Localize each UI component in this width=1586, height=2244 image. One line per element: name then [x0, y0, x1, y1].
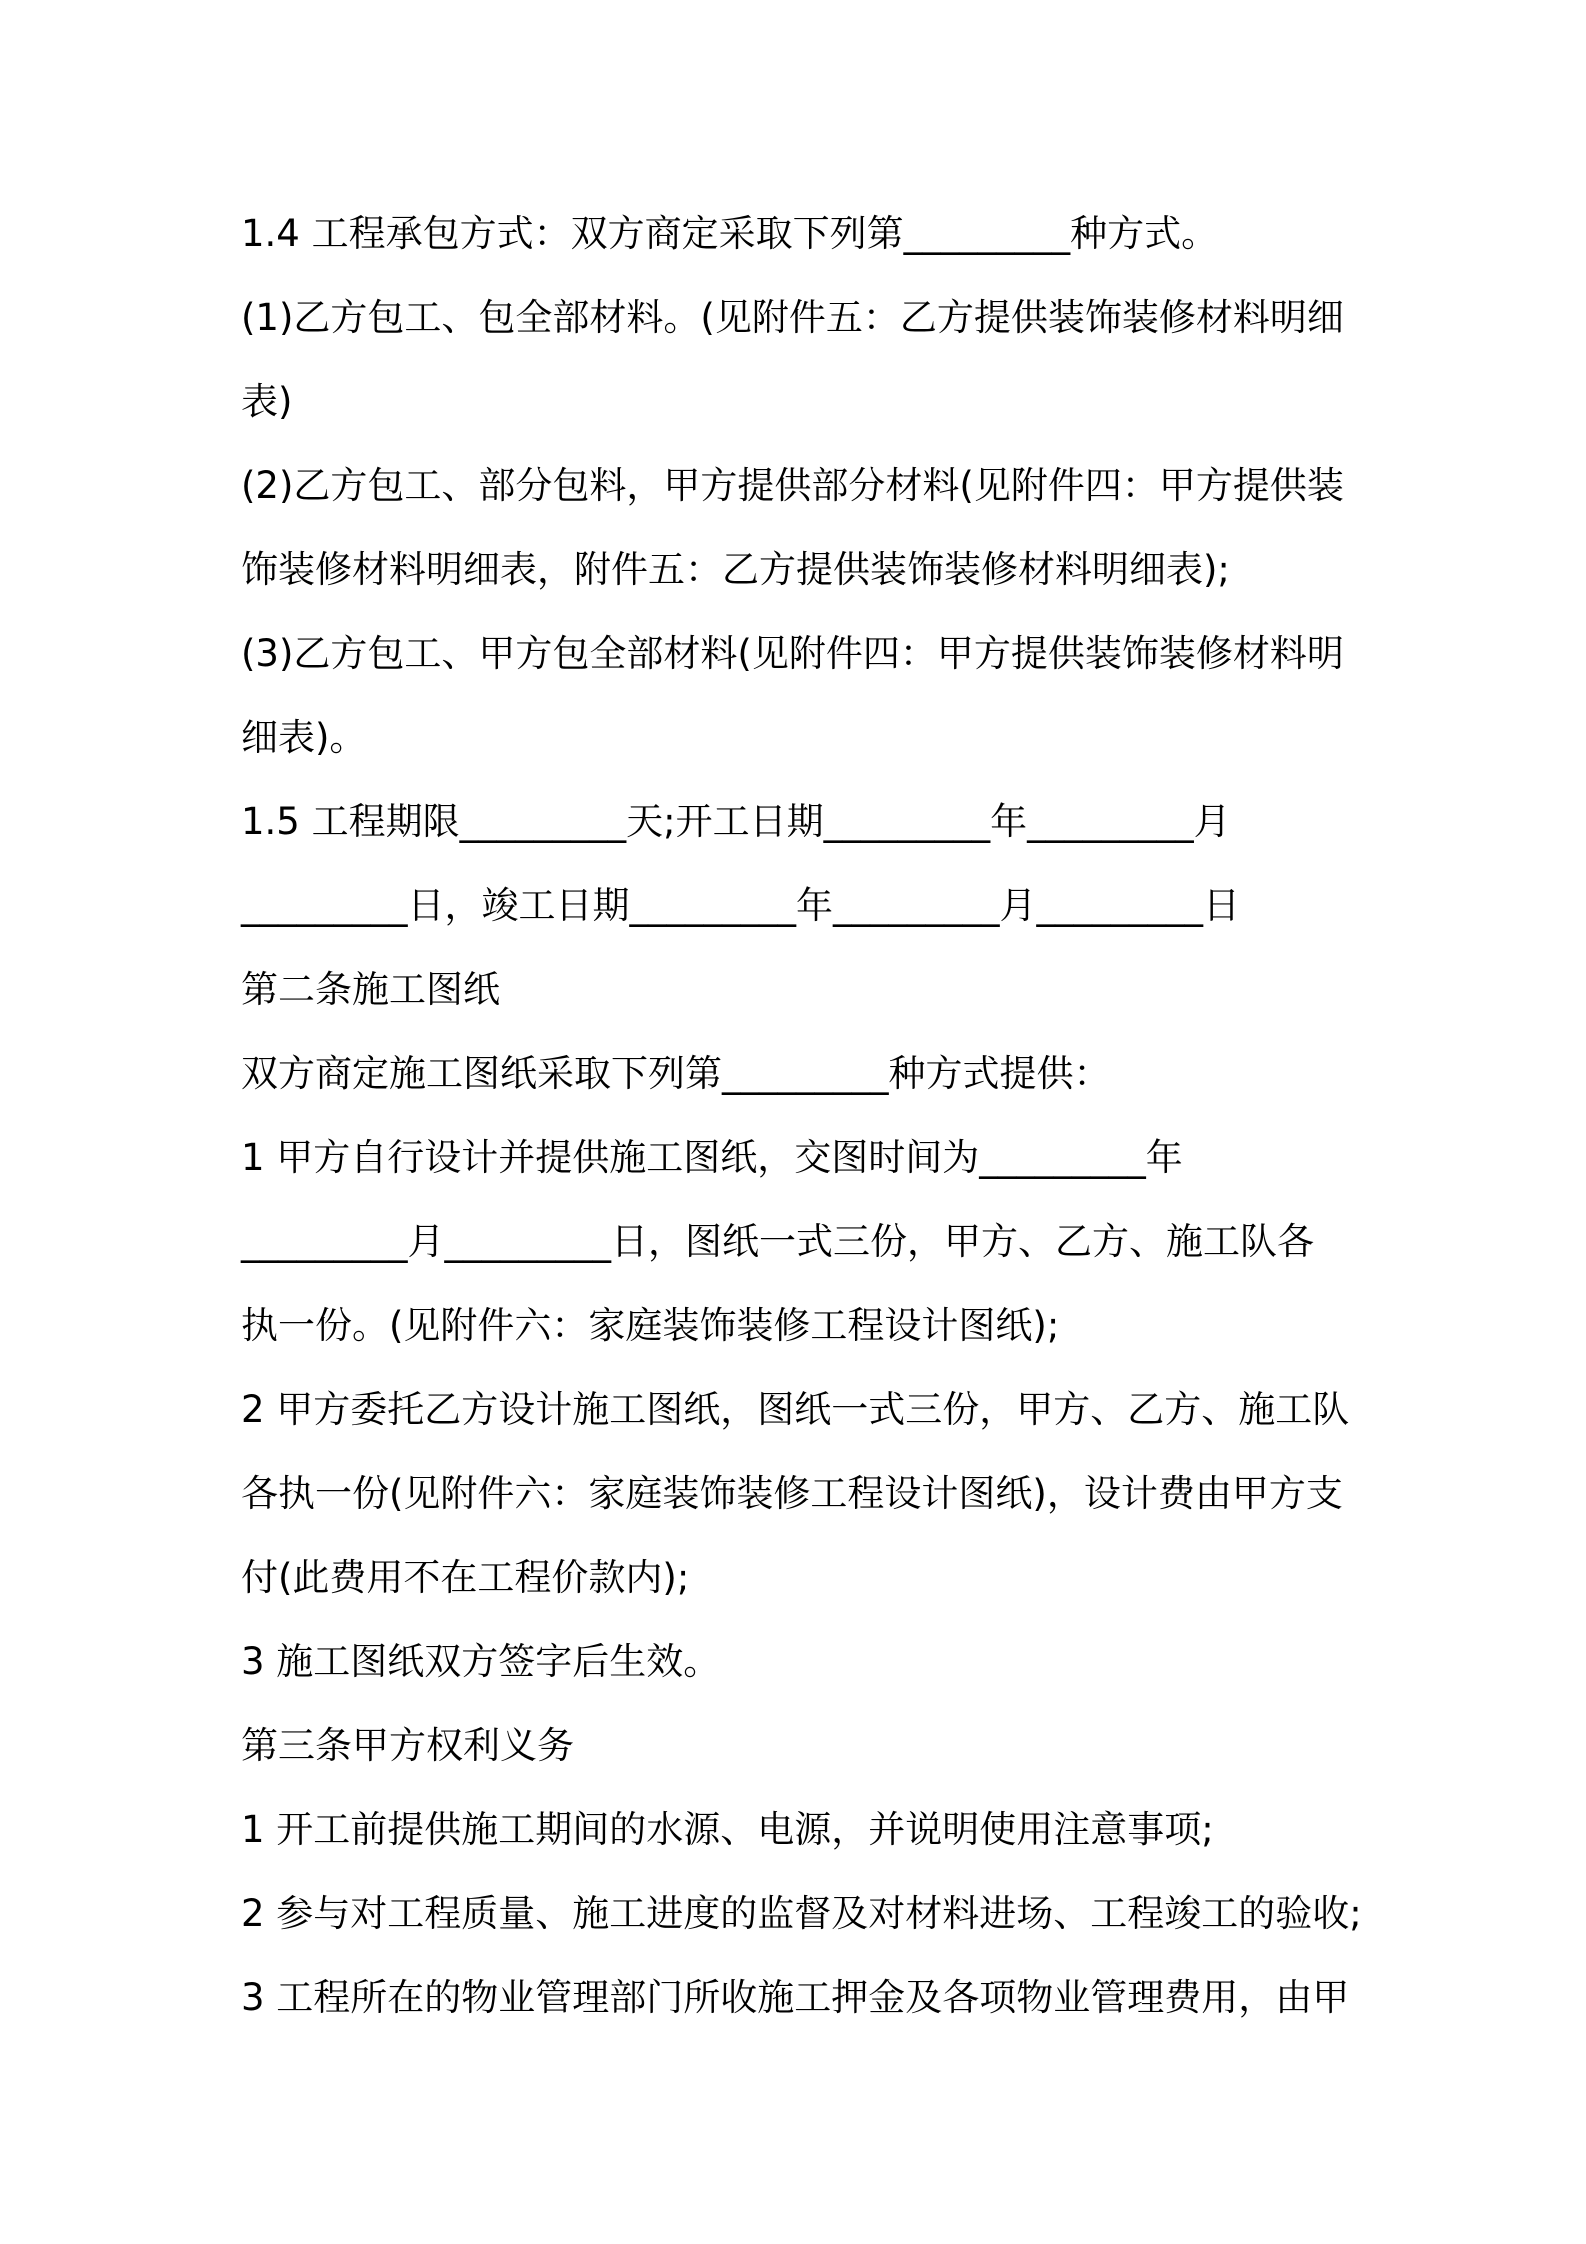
option-1-line-2: 表): [241, 380, 293, 423]
option-3-line-2: 细表)。: [241, 716, 367, 759]
article-2-item-1-line-2: _________月_________日，图纸一式三份，甲方、乙方、施工队各: [241, 1220, 1314, 1263]
option-3-line-1: (3)乙方包工、甲方包全部材料(见附件四：甲方提供装饰装修材料明: [241, 632, 1344, 675]
clause-1-5-period-line-2: _________日，竣工日期_________年_________月_________日: [241, 884, 1240, 927]
article-2-item-2-line-1: 2 甲方委托乙方设计施工图纸，图纸一式三份，甲方、乙方、施工队: [241, 1388, 1350, 1431]
article-3-item-1: 1 开工前提供施工期间的水源、电源，并说明使用注意事项;: [241, 1808, 1214, 1851]
article-3-item-3: 3 工程所在的物业管理部门所收施工押金及各项物业管理费用，由甲: [241, 1976, 1350, 2019]
option-2-line-1: (2)乙方包工、部分包料，甲方提供部分材料(见附件四：甲方提供装: [241, 464, 1344, 507]
article-2-intro: 双方商定施工图纸采取下列第_________种方式提供：: [241, 1052, 1111, 1095]
option-2-line-2: 饰装修材料明细表，附件五：乙方提供装饰装修材料明细表);: [241, 548, 1230, 591]
clause-1-4-contract-method: 1.4 工程承包方式：双方商定采取下列第_________种方式。: [241, 212, 1219, 255]
clause-1-5-period-line-1: 1.5 工程期限_________天;开工日期_________年_________月: [241, 800, 1231, 843]
article-2-item-2-line-2: 各执一份(见附件六：家庭装饰装修工程设计图纸)，设计费由甲方支: [241, 1472, 1343, 1515]
article-2-item-1-line-1: 1 甲方自行设计并提供施工图纸，交图时间为_________年: [241, 1136, 1183, 1179]
article-2-heading: 第二条施工图纸: [241, 968, 500, 1011]
article-2-item-3: 3 施工图纸双方签字后生效。: [241, 1640, 721, 1683]
option-1-line-1: (1)乙方包工、包全部材料。(见附件五：乙方提供装饰装修材料明细: [241, 296, 1344, 339]
document-body: [241, 192, 1362, 2040]
article-2-item-2-line-3: 付(此费用不在工程价款内);: [241, 1556, 690, 1599]
article-3-heading: 第三条甲方权利义务: [241, 1724, 574, 1767]
article-2-item-1-line-3: 执一份。(见附件六：家庭装饰装修工程设计图纸);: [241, 1304, 1060, 1347]
article-3-item-2: 2 参与对工程质量、施工进度的监督及对材料进场、工程竣工的验收;: [241, 1892, 1362, 1935]
